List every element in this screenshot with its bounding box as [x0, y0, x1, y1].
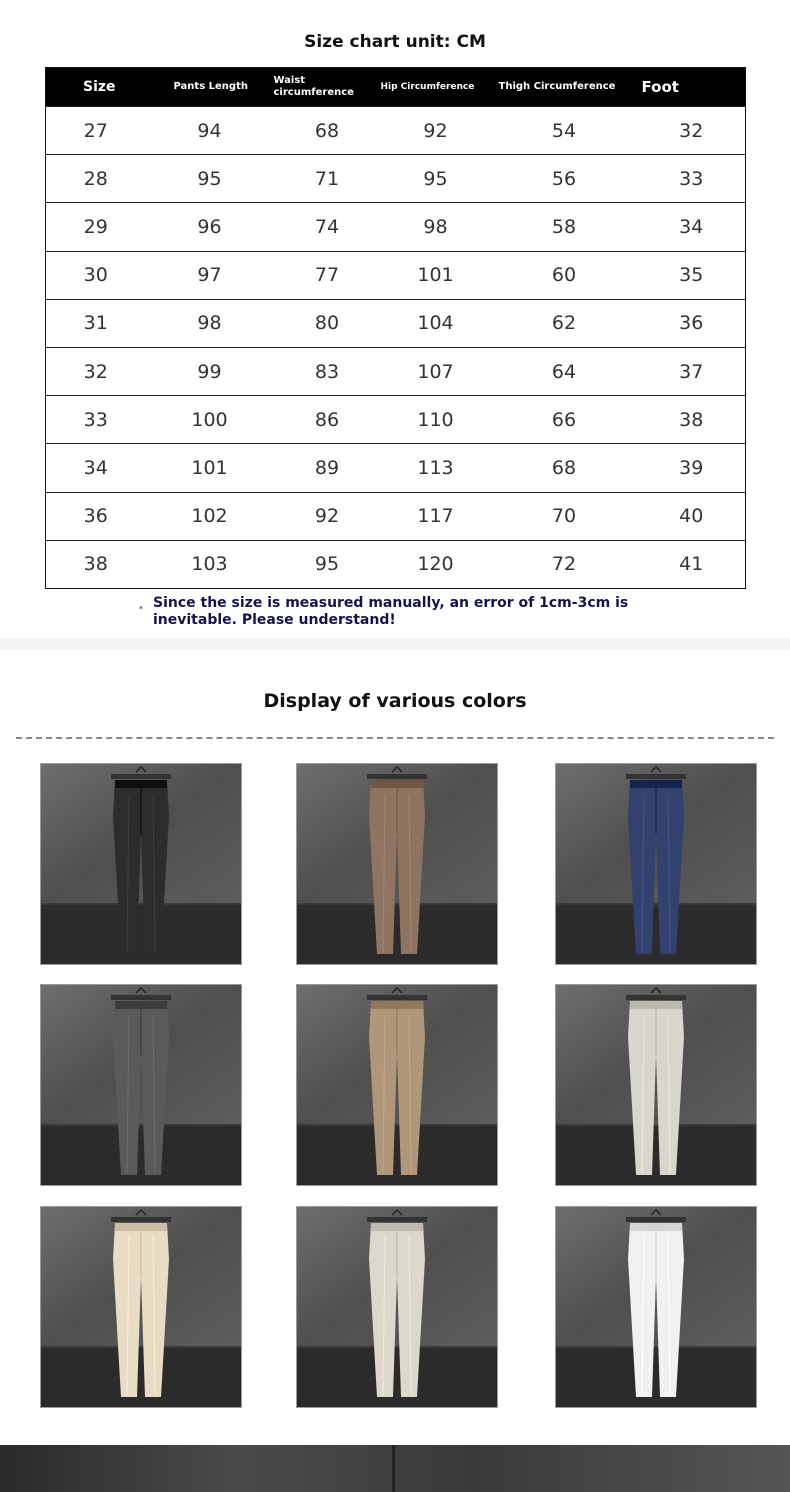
- color-swatch-photo: [40, 763, 242, 965]
- color-swatch-photo: [40, 1206, 242, 1408]
- table-cell: 83: [274, 347, 381, 395]
- table-row: [46, 251, 746, 299]
- table-cell: 95: [146, 155, 274, 203]
- table-cell: 33: [638, 155, 746, 203]
- dashed-divider: [16, 737, 774, 739]
- table-cell: 40: [638, 492, 746, 540]
- size-chart-title: Size chart unit: CM: [304, 32, 486, 52]
- table-body: [46, 107, 746, 589]
- table-cell: 28: [46, 155, 146, 203]
- table-cell: 92: [381, 107, 491, 155]
- table-row: [46, 492, 746, 540]
- table-cell: 35: [638, 251, 746, 299]
- table-cell: 74: [274, 203, 381, 251]
- header-thigh: Thigh Circumference: [491, 68, 638, 107]
- color-swatch-photo: [40, 984, 242, 1186]
- table-cell: 71: [274, 155, 381, 203]
- header-waist: Waist circumference: [274, 68, 381, 107]
- color-swatch-photo: [296, 1206, 498, 1408]
- color-swatch-photo: [296, 763, 498, 965]
- table-cell: 120: [381, 540, 491, 588]
- table-cell: 98: [146, 299, 274, 347]
- table-cell: 62: [491, 299, 638, 347]
- table-cell: 92: [274, 492, 381, 540]
- size-chart-section: [0, 0, 790, 638]
- table-cell: 32: [46, 347, 146, 395]
- table-cell: 58: [491, 203, 638, 251]
- header-size: Size: [46, 68, 146, 107]
- bottom-photo-strip: [0, 1445, 790, 1492]
- table-cell: 56: [491, 155, 638, 203]
- table-cell: 102: [146, 492, 274, 540]
- table-cell: 94: [146, 107, 274, 155]
- table-cell: 89: [274, 444, 381, 492]
- table-cell: 29: [46, 203, 146, 251]
- hanger-rod: [392, 1445, 395, 1492]
- color-swatch-photo: [555, 763, 757, 965]
- table-cell: 68: [274, 107, 381, 155]
- table-cell: 104: [381, 299, 491, 347]
- table-cell: 32: [638, 107, 746, 155]
- size-table: [45, 67, 746, 589]
- table-cell: 68: [491, 444, 638, 492]
- table-cell: 101: [381, 251, 491, 299]
- table-cell: 117: [381, 492, 491, 540]
- table-cell: 66: [491, 396, 638, 444]
- table-row: [46, 203, 746, 251]
- table-row: [46, 396, 746, 444]
- table-cell: 39: [638, 444, 746, 492]
- table-cell: 110: [381, 396, 491, 444]
- table-row: [46, 155, 746, 203]
- table-cell: 96: [146, 203, 274, 251]
- table-cell: 36: [638, 299, 746, 347]
- table-cell: 97: [146, 251, 274, 299]
- table-cell: 95: [381, 155, 491, 203]
- colors-title: Display of various colors: [263, 690, 527, 712]
- table-cell: 98: [381, 203, 491, 251]
- table-cell: 38: [638, 396, 746, 444]
- header-pants-length: Pants Length: [146, 68, 274, 107]
- header-hip: Hip Circumference: [381, 68, 491, 107]
- table-cell: 99: [146, 347, 274, 395]
- table-row: [46, 347, 746, 395]
- color-swatch-photo: [555, 984, 757, 1186]
- table-cell: 27: [46, 107, 146, 155]
- table-row: [46, 540, 746, 588]
- table-cell: 95: [274, 540, 381, 588]
- table-row: [46, 444, 746, 492]
- table-cell: 107: [381, 347, 491, 395]
- table-cell: 86: [274, 396, 381, 444]
- table-cell: 113: [381, 444, 491, 492]
- table-cell: 60: [491, 251, 638, 299]
- section-gap: [0, 638, 790, 650]
- measurement-note: Since the size is measured manually, an error of 1cm-3cm is inevitable. Please understand!: [153, 595, 629, 628]
- table-cell: 31: [46, 299, 146, 347]
- table-cell: 80: [274, 299, 381, 347]
- header-foot: Foot: [638, 68, 746, 107]
- table-cell: 38: [46, 540, 146, 588]
- table-cell: 36: [46, 492, 146, 540]
- table-cell: 34: [46, 444, 146, 492]
- table-row: [46, 107, 746, 155]
- table-cell: 37: [638, 347, 746, 395]
- table-cell: 41: [638, 540, 746, 588]
- table-cell: 33: [46, 396, 146, 444]
- table-cell: 103: [146, 540, 274, 588]
- table-cell: 72: [491, 540, 638, 588]
- table-cell: 54: [491, 107, 638, 155]
- table-row: [46, 299, 746, 347]
- color-swatch-photo: [296, 984, 498, 1186]
- table-cell: 101: [146, 444, 274, 492]
- table-cell: 100: [146, 396, 274, 444]
- table-cell: 34: [638, 203, 746, 251]
- table-cell: 30: [46, 251, 146, 299]
- table-cell: 64: [491, 347, 638, 395]
- table-cell: 70: [491, 492, 638, 540]
- note-bullet: •: [138, 603, 144, 614]
- table-cell: 77: [274, 251, 381, 299]
- color-swatch-photo: [555, 1206, 757, 1408]
- table-header-row: [46, 68, 746, 107]
